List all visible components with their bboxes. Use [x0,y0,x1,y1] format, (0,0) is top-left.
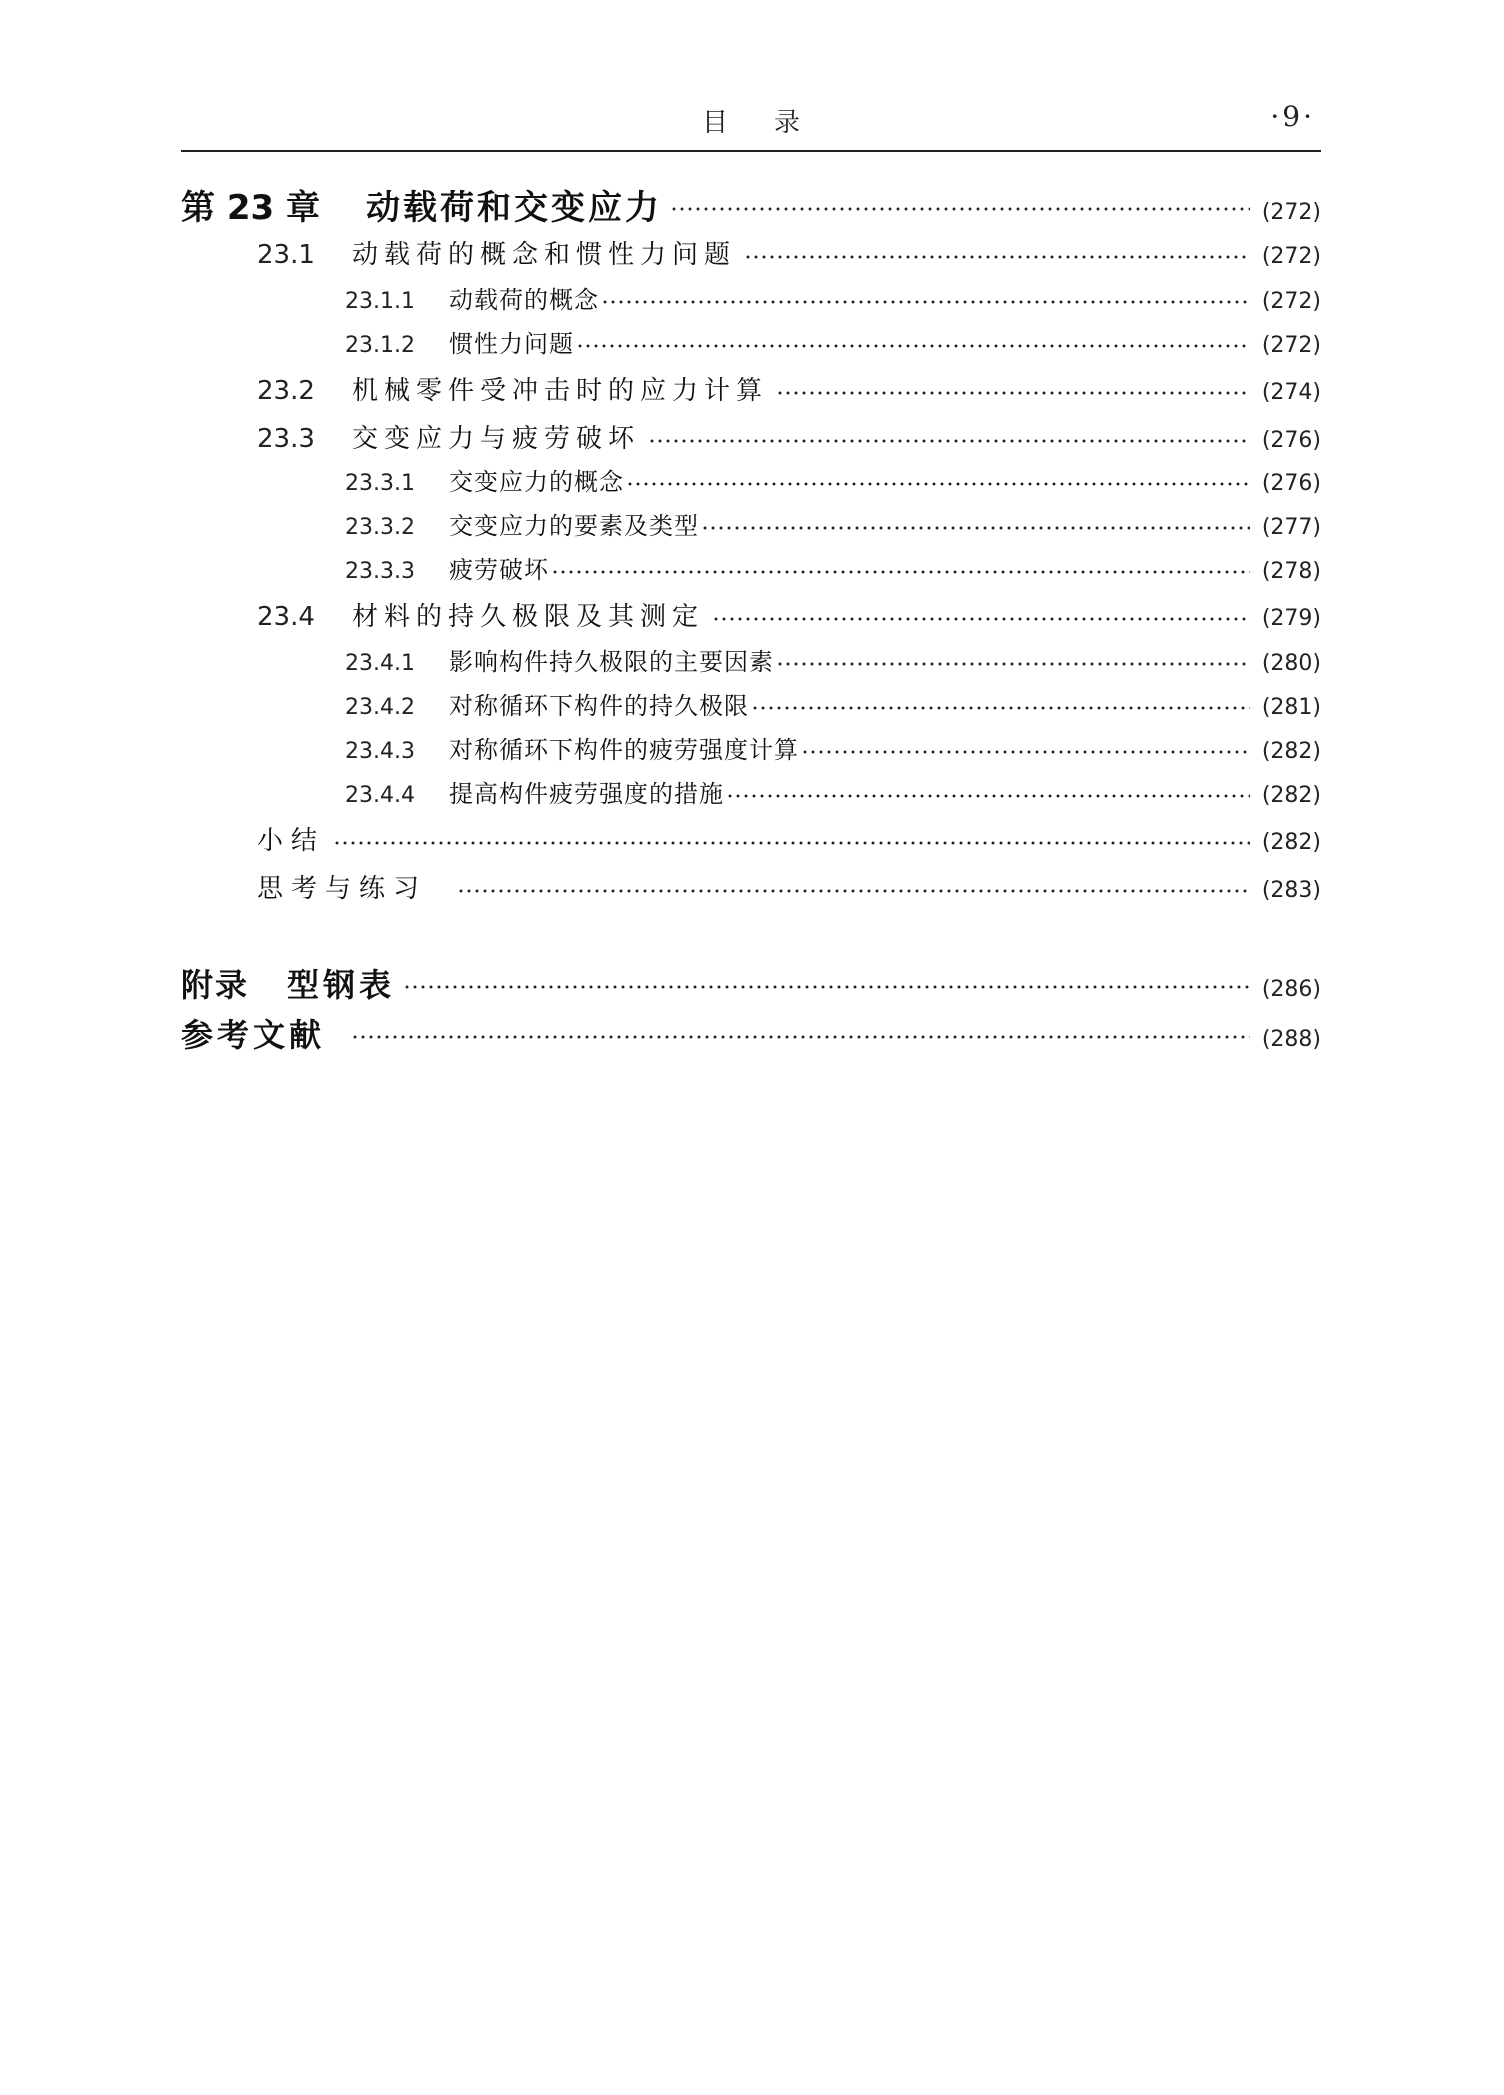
page-ref: (272) [1261,289,1321,314]
running-title: 目录 [701,108,846,138]
toc-appendix[interactable] [181,960,1321,1006]
page-ref: (274) [1261,380,1321,405]
page-ref: (288) [1261,1027,1321,1052]
dot-leader [351,1032,1250,1042]
toc-subsection-23-4-1[interactable] [181,642,1321,677]
page-ref: (282) [1261,783,1321,808]
subsection-number: 23.3.2 [345,515,415,540]
page-header [181,100,1321,152]
page-ref: (279) [1261,606,1321,631]
toc-subsection-23-3-2[interactable] [181,506,1321,541]
subsection-number: 23.3.1 [345,471,415,496]
dot-leader [726,791,1250,801]
subsection-number: 23.4.1 [345,651,415,676]
page-ref: (276) [1261,428,1321,453]
page-ref: (282) [1261,739,1321,764]
page-ref: (283) [1261,878,1321,903]
dot-leader [403,982,1250,992]
section-number: 23.2 [257,376,315,406]
toc-subsection-23-4-3[interactable] [181,730,1321,765]
toc-subsection-23-3-1[interactable] [181,462,1321,497]
section-number: 23.4 [257,602,315,632]
dot-leader [551,567,1250,577]
page-ref: (282) [1261,830,1321,855]
dot-leader [801,747,1250,757]
page-ref: (277) [1261,515,1321,540]
subsection-title: 交变应力的要素及类型 [449,512,699,540]
subsection-number: 23.4.3 [345,739,415,764]
section-title: 交变应力与疲劳破坏 [352,424,641,454]
dot-leader [333,838,1250,848]
subsection-title: 影响构件持久极限的主要因素 [449,648,774,676]
toc-section-23-4[interactable] [181,596,1321,633]
dot-leader [576,341,1250,351]
subsection-title: 对称循环下构件的持久极限 [449,692,749,720]
toc-subsection-23-4-4[interactable] [181,774,1321,809]
page-ref: (286) [1261,977,1321,1002]
subsection-number: 23.3.3 [345,559,415,584]
subsection-title: 惯性力问题 [449,330,574,358]
toc-section-23-3[interactable] [181,418,1321,455]
page-ref: (281) [1261,695,1321,720]
toc-subsection-23-3-3[interactable] [181,550,1321,585]
section-title: 材料的持久极限及其测定 [352,602,705,632]
toc-subsection-23-4-2[interactable] [181,686,1321,721]
page-ref: (272) [1261,200,1321,225]
subsection-title: 动载荷的概念 [449,286,599,314]
section-title: 动载荷的概念和惯性力问题 [352,240,737,270]
subsection-number: 23.4.2 [345,695,415,720]
section-number: 23.3 [257,424,315,454]
subsection-title: 对称循环下构件的疲劳强度计算 [449,736,799,764]
dot-leader [648,436,1250,446]
subsection-number: 23.1.1 [345,289,415,314]
exercises-title: 思考与练习 [257,874,428,904]
subsection-title: 交变应力的概念 [449,468,624,496]
dot-leader [712,614,1250,624]
subsection-title: 疲劳破坏 [449,556,549,584]
appendix-title: 型钢表 [287,966,396,1004]
toc-references[interactable] [181,1010,1321,1056]
toc-subsection-23-1-1[interactable] [181,280,1321,315]
page-number: ·9· [1270,100,1315,133]
dot-leader [701,523,1250,533]
dot-leader [776,659,1250,669]
section-number: 23.1 [257,240,315,270]
toc-exercises[interactable] [181,868,1321,905]
references-title: 参考文献 [181,1016,326,1054]
page-ref: (272) [1261,244,1321,269]
toc-section-23-1[interactable] [181,234,1321,271]
summary-title: 小结 [257,826,326,856]
toc-summary[interactable] [181,820,1321,857]
toc-chapter-23[interactable] [181,180,1321,229]
toc-subsection-23-1-2[interactable] [181,324,1321,359]
dot-leader [776,388,1250,398]
dot-leader [751,703,1250,713]
section-title: 机械零件受冲击时的应力计算 [352,376,769,406]
chapter-number: 第 23 章 [181,188,320,228]
dot-leader [601,297,1250,307]
subsection-title: 提高构件疲劳强度的措施 [449,780,724,808]
toc-section-23-2[interactable] [181,370,1321,407]
page-ref: (280) [1261,651,1321,676]
dot-leader [670,204,1250,214]
subsection-number: 23.4.4 [345,783,415,808]
chapter-title: 动载荷和交变应力 [366,188,662,228]
subsection-number: 23.1.2 [345,333,415,358]
page-ref: (276) [1261,471,1321,496]
appendix-label: 附录 [181,966,250,1004]
dot-leader [626,479,1250,489]
dot-leader [744,252,1250,262]
page-ref: (278) [1261,559,1321,584]
dot-leader [457,886,1250,896]
page-ref: (272) [1261,333,1321,358]
